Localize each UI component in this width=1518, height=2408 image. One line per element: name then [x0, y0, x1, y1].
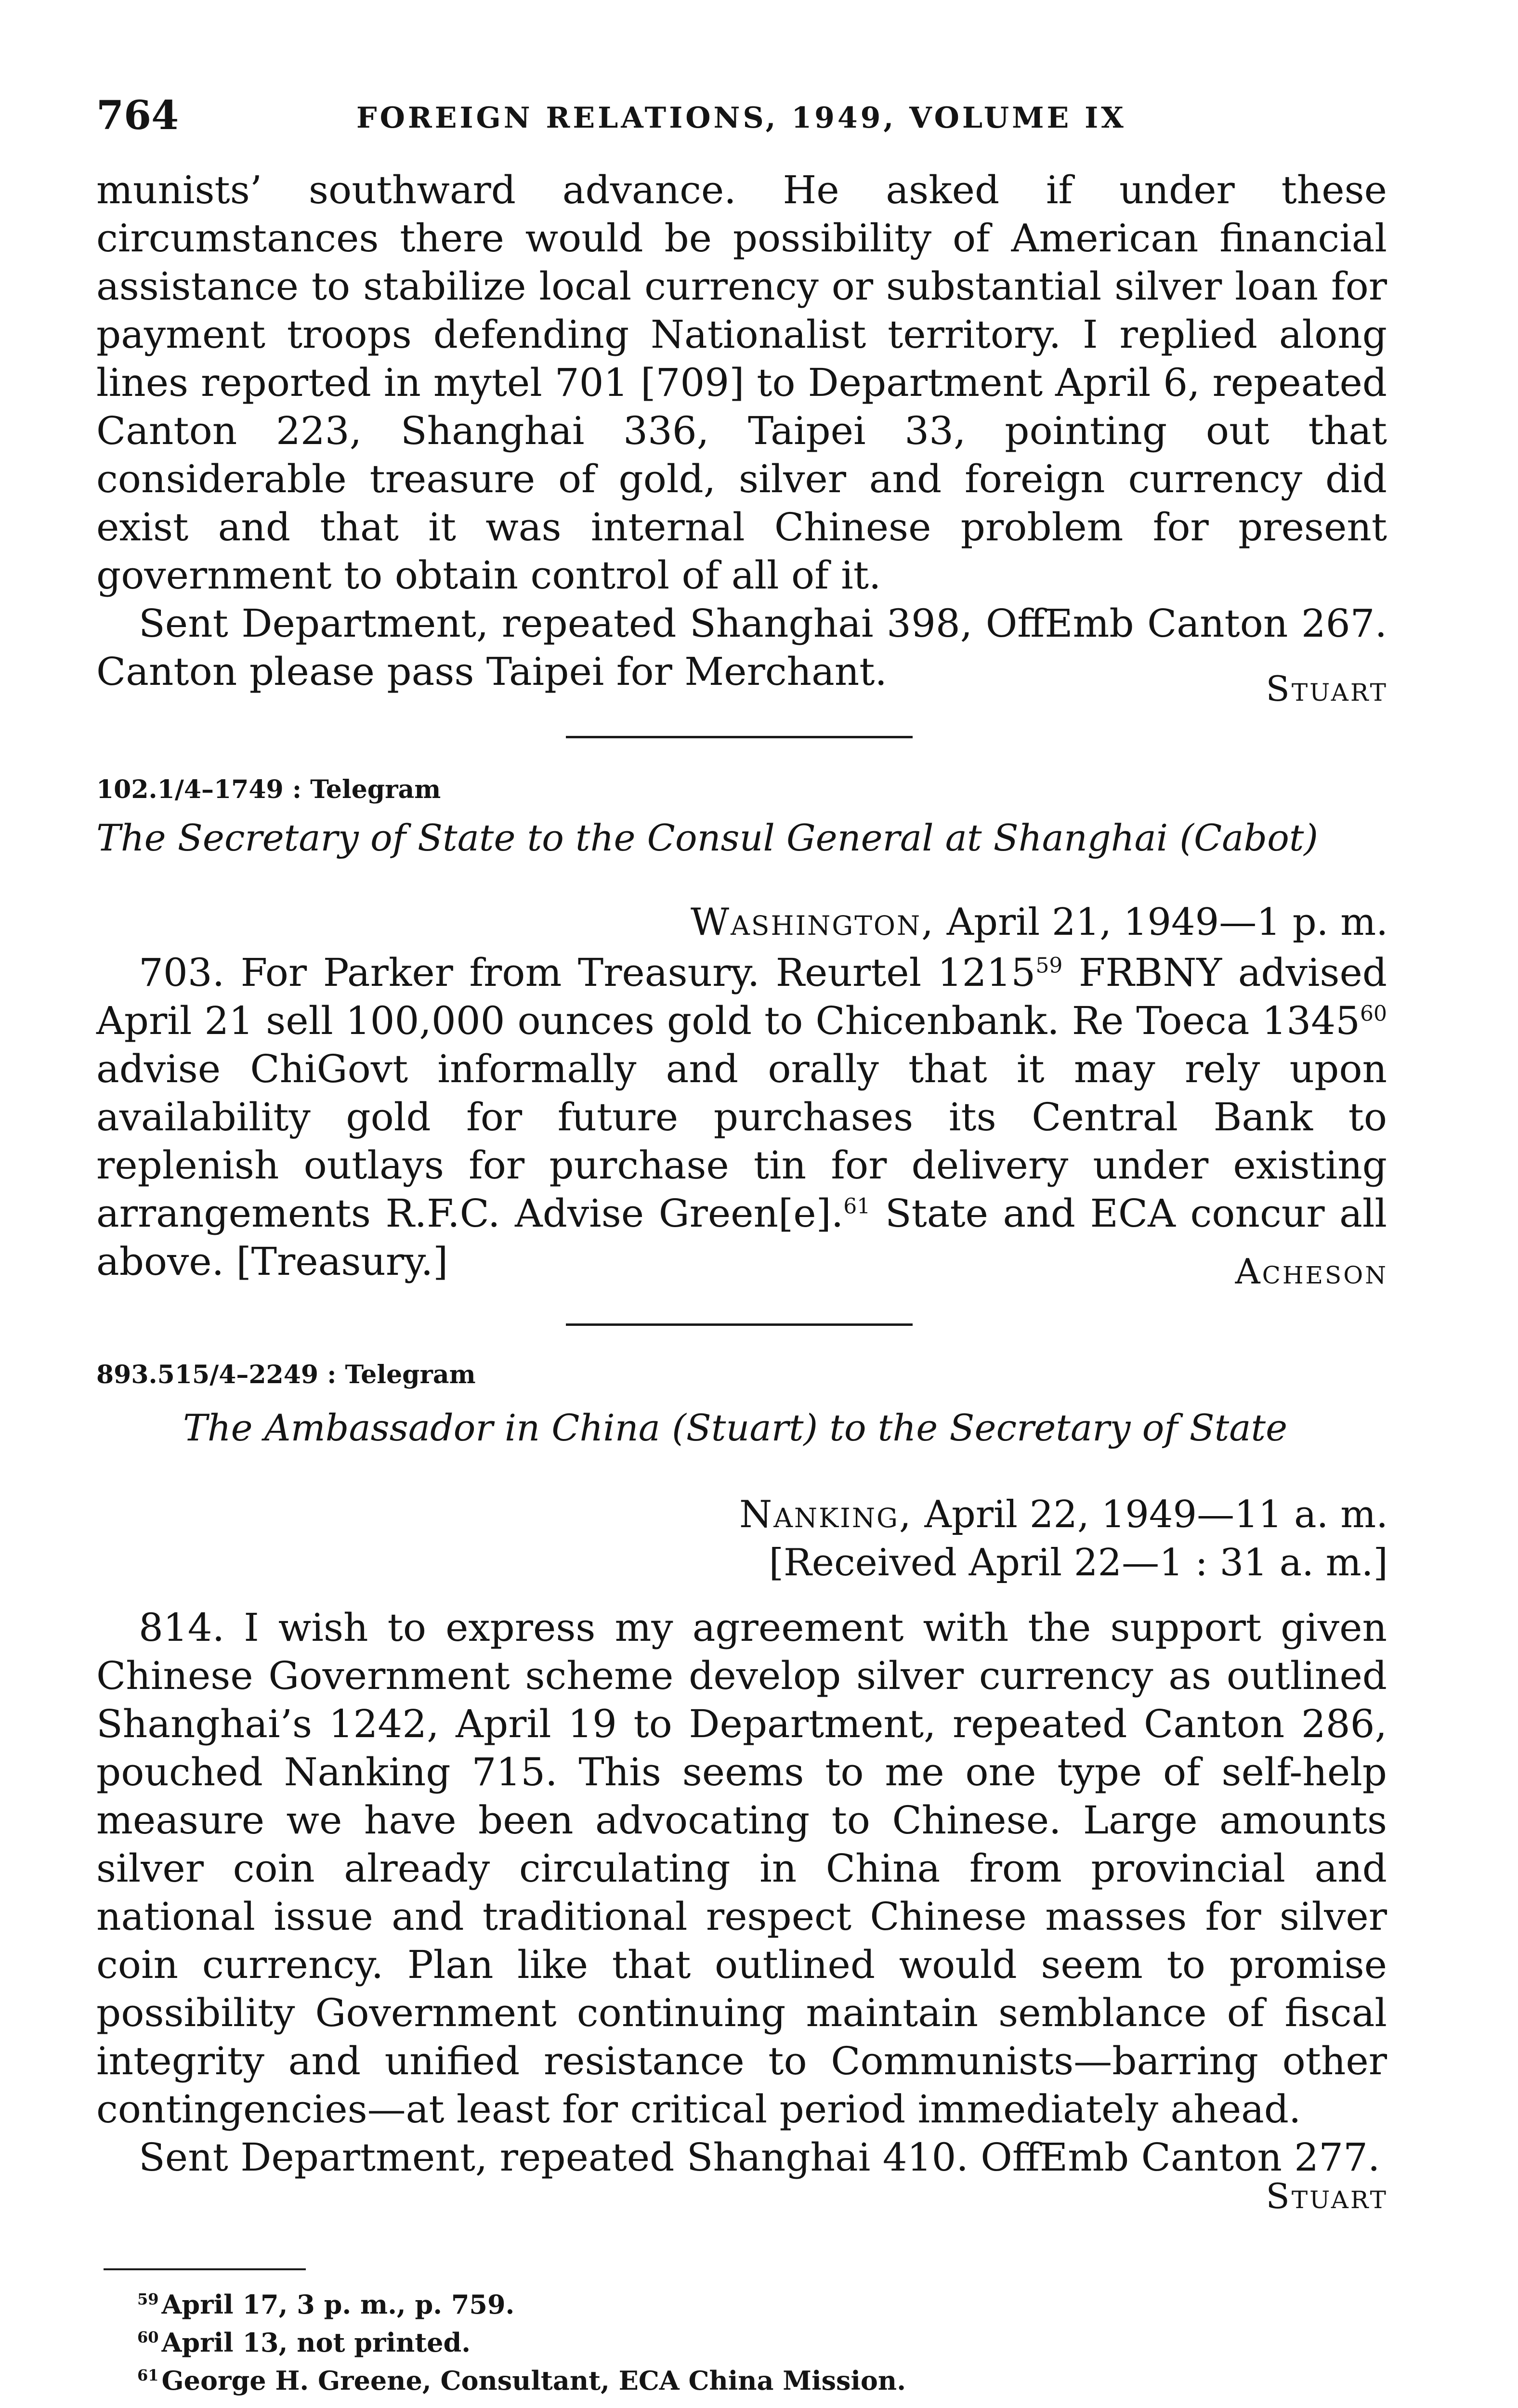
paragraph: Sent Department, repeated Shanghai 398, OffEmb Canton 267. Canton please pass Taipei for Merchant. — [96, 601, 1387, 694]
dateline-date: April 22, 1949—11 a. m. — [924, 1493, 1388, 1536]
signature: Acheson — [1235, 1251, 1388, 1292]
document-title: The Ambassador in China (Stuart) to the Secretary of State — [183, 1406, 1288, 1449]
signature: Stuart — [1266, 2176, 1388, 2216]
telegram-body — [96, 1604, 1387, 2182]
paragraph: Sent Department, repeated Shanghai 410. OffEmb Canton 277. — [139, 2135, 1380, 2180]
dateline-place: Nanking, — [739, 1493, 913, 1536]
received-line: [Received April 22—1 : 31 a. m.] — [769, 1541, 1388, 1584]
running-head — [96, 89, 1397, 142]
telegram-body — [96, 949, 1387, 1286]
body-text: FRBNY advised April 21 sell 100,000 ounces gold to Chicenbank. Re Toeca 1345 — [96, 950, 1387, 1043]
dateline — [739, 1491, 1388, 1587]
continued-text — [96, 166, 1387, 696]
document-title: The Secretary of State to the Consul General at Shanghai (Cabot) — [96, 816, 1319, 859]
dateline-place: Washington, — [690, 901, 935, 944]
footnote-mark: 60 — [137, 2328, 159, 2346]
dateline-date: April 21, 1949—1 p. m. — [946, 901, 1388, 944]
footnote-text: April 13, not printed. — [161, 2327, 471, 2358]
page-number: 764 — [96, 92, 179, 139]
body-text: advise ChiGovt informally and orally that it may rely upon availability gold for future purchases its Central Bank to replenish outlays for purchase tin for delivery under existing arrangements R.F.C. Advise Green[e]. — [96, 1047, 1387, 1236]
paragraph — [96, 949, 1387, 1286]
footnote — [137, 2321, 1293, 2359]
footnote — [137, 2283, 1293, 2321]
dateline — [691, 898, 1388, 946]
footnote-rule — [104, 2268, 306, 2270]
footnote-mark: 61 — [137, 2366, 159, 2384]
body-text: State and ECA concur all above. [Treasury.] — [96, 1191, 1387, 1284]
footnote — [137, 2359, 1293, 2397]
file-number: 893.515/4–2249 : Telegram — [96, 1360, 476, 1389]
footnotes — [137, 2283, 1293, 2397]
footnote-ref: 61 — [843, 1194, 871, 1219]
running-title: FOREIGN RELATIONS, 1949, VOLUME IX — [356, 101, 1126, 135]
footnote-text: George H. Greene, Consultant, ECA China Mission. — [161, 2365, 906, 2396]
section-divider — [566, 736, 913, 738]
footnote-ref: 60 — [1360, 1001, 1387, 1026]
paragraph: munists’ southward advance. He asked if under these circumstances there would be possibility of American financial assistance to stabilize local currency or substantial silver loan for payment troops defending Nationalist territory. I replied along lines reported in mytel 701 [709] to Department April 6, repeated Canton 223, Shanghai 336, Taipei 33, pointing out that considerable treasure of gold, silver and foreign currency did exist and that it was internal Chinese problem for present government to obtain control of all of it. — [96, 168, 1387, 598]
section-divider — [566, 1323, 913, 1326]
footnote-ref: 59 — [1035, 953, 1063, 978]
file-number: 102.1/4–1749 : Telegram — [96, 775, 441, 804]
footnote-text: April 17, 3 p. m., p. 759. — [161, 2289, 515, 2320]
footnote-mark: 59 — [137, 2290, 159, 2308]
paragraph: 814. I wish to express my agreement with the support given Chinese Government scheme develop silver currency as outlined Shanghai’s 1242, April 19 to Department, repeated Canton 286, pouched Nanking 715. This seems to me one type of self-help measure we have been advocating to Chinese. Large amounts silver coin already circulating in China from provincial and national issue and traditional respect Chinese masses for silver coin currency. Plan like that outlined would seem to promise possibility Government continuing maintain semblance of fiscal integrity and unified resistance to Communists—barring other contingencies—at least for critical period immediately ahead. — [96, 1605, 1387, 2132]
signature: Stuart — [1266, 668, 1388, 709]
body-text: 703. For Parker from Treasury. Reurtel 1215 — [139, 950, 1036, 995]
